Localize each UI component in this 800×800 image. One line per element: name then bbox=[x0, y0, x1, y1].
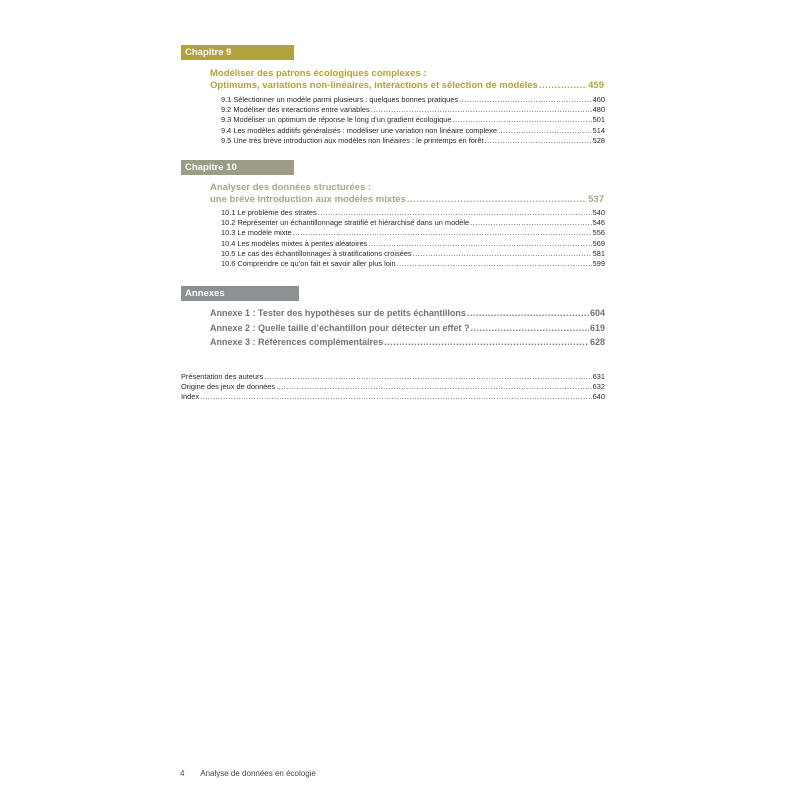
annex-entry-label: Annexe 1 : Tester des hypothèses sur de petits échantillons bbox=[210, 308, 466, 318]
leader-dots bbox=[264, 372, 591, 382]
footer-page-number: 4 bbox=[180, 769, 185, 778]
leader-dots bbox=[384, 335, 589, 350]
leader-dots bbox=[200, 392, 592, 402]
misc-entry-label: Index bbox=[181, 392, 200, 402]
toc-entry-page: 546 bbox=[592, 218, 605, 228]
chapter-9-header: Chapitre 9 bbox=[181, 45, 294, 60]
toc-entry[interactable] bbox=[221, 218, 605, 228]
leader-dots bbox=[485, 136, 592, 146]
misc-entry-page: 632 bbox=[592, 382, 605, 392]
chapter-9-sections bbox=[221, 95, 605, 146]
chapter-9-title[interactable] bbox=[210, 68, 604, 92]
chapter-9-title-line2 bbox=[210, 80, 604, 92]
leader-dots bbox=[471, 321, 589, 336]
toc-entry-page: 599 bbox=[592, 259, 605, 269]
toc-entry-page: 528 bbox=[592, 135, 605, 145]
footer-book-title: Analyse de données en écologie bbox=[200, 769, 316, 778]
toc-entry[interactable] bbox=[221, 115, 605, 125]
misc-entry-page: 640 bbox=[592, 392, 605, 402]
toc-entry-page: 501 bbox=[592, 115, 605, 125]
toc-entry-label: 10.1 Le problème des strates bbox=[221, 208, 317, 217]
toc-entry-label: 10.4 Les modèles mixtes à pentes aléatoires bbox=[221, 238, 368, 248]
toc-entry-label: 10.3 Le modèle mixte bbox=[221, 228, 292, 238]
toc-entry[interactable] bbox=[221, 249, 605, 259]
leader-dots bbox=[397, 259, 592, 269]
chapter-10-header: Chapitre 10 bbox=[181, 160, 294, 175]
toc-entry-label: 9.2 Modéliser des interactions entre variables bbox=[221, 105, 370, 115]
toc-entry-label: 10.2 Représenter un échantillonnage stratifié et hiérarchisé dans un modèle bbox=[221, 218, 470, 228]
toc-entry-page: 514 bbox=[592, 125, 605, 135]
misc-entry-page: 631 bbox=[592, 372, 605, 381]
toc-entry[interactable] bbox=[221, 95, 605, 105]
page-footer bbox=[180, 769, 316, 778]
toc-entry-label: 9.3 Modéliser un optimum de réponse le long d’un gradient écologique bbox=[221, 115, 452, 125]
toc-entry-label: 10.5 Le cas des échantillonnages à stratifications croisées bbox=[221, 248, 412, 258]
leader-dots bbox=[539, 80, 587, 92]
leader-dots bbox=[498, 126, 592, 136]
toc-entry-label: 10.6 Comprendre ce qu’on fait et savoir aller plus loin bbox=[221, 259, 396, 269]
annex-entry-page: 619 bbox=[589, 322, 605, 333]
chapter-10-title-line2 bbox=[210, 194, 604, 206]
misc-entry[interactable] bbox=[181, 372, 605, 382]
annex-entry-label: Annexe 3 : Références complémentaires bbox=[210, 337, 384, 347]
chapter-10-sections bbox=[221, 208, 605, 269]
toc-entry[interactable] bbox=[221, 126, 605, 136]
toc-entry-label: 9.5 Une très brève introduction aux modèles non linéaires : le printemps en forêt bbox=[221, 135, 484, 145]
leader-dots bbox=[467, 306, 589, 321]
leader-dots bbox=[276, 382, 592, 392]
toc-entry-label: 9.1 Sélectionner un modèle parmi plusieurs : quelques bonnes pratiques bbox=[221, 95, 459, 104]
misc-entries bbox=[181, 372, 605, 403]
toc-entry[interactable] bbox=[221, 259, 605, 269]
annex-entry[interactable] bbox=[210, 306, 605, 321]
annex-entry-page: 628 bbox=[589, 337, 605, 347]
toc-entry-label: 9.4 Les modèles additifs généralisés : modéliser une variation non linéaire complexe bbox=[221, 125, 498, 135]
annexes-list bbox=[210, 306, 605, 350]
leader-dots bbox=[293, 228, 592, 238]
misc-entry-label: Origine des jeux de données bbox=[181, 382, 276, 392]
annex-entry[interactable] bbox=[210, 335, 605, 350]
chapter-9-title-text: Optimums, variations non-linéaires, interactions et sélection de modèles bbox=[210, 80, 538, 91]
chapter-9-title-line1: Modéliser des patrons écologiques complexes : bbox=[210, 68, 427, 79]
toc-entry[interactable] bbox=[221, 105, 605, 115]
toc-entry-page: 581 bbox=[592, 248, 605, 258]
chapter-10-title-text: une brève introduction aux modèles mixtes bbox=[210, 194, 406, 205]
chapter-10-title[interactable] bbox=[210, 182, 604, 206]
leader-dots bbox=[470, 218, 592, 228]
leader-dots bbox=[459, 95, 592, 105]
toc-entry[interactable] bbox=[221, 136, 605, 146]
toc-entry-page: 556 bbox=[592, 228, 605, 238]
toc-entry-page: 460 bbox=[592, 95, 605, 104]
annexes-header: Annexes bbox=[181, 286, 299, 301]
leader-dots bbox=[413, 249, 592, 259]
leader-dots bbox=[368, 239, 591, 249]
leader-dots bbox=[453, 115, 592, 125]
misc-entry[interactable] bbox=[181, 382, 605, 392]
leader-dots bbox=[407, 194, 587, 206]
toc-entry[interactable] bbox=[221, 208, 605, 218]
leader-dots bbox=[371, 105, 592, 115]
chapter-10-title-line1: Analyser des données structurées : bbox=[210, 182, 372, 193]
annex-entry-page: 604 bbox=[589, 308, 605, 318]
annex-entry[interactable] bbox=[210, 321, 605, 336]
misc-entry[interactable] bbox=[181, 392, 605, 402]
toc-entry-page: 480 bbox=[592, 105, 605, 115]
chapter-9-page: 459 bbox=[588, 80, 604, 91]
toc-entry-page: 540 bbox=[592, 208, 605, 217]
leader-dots bbox=[318, 208, 592, 218]
toc-entry[interactable] bbox=[221, 239, 605, 249]
toc-entry[interactable] bbox=[221, 228, 605, 238]
annex-entry-label: Annexe 2 : Quelle taille d’échantillon pour détecter un effet ? bbox=[210, 322, 470, 333]
chapter-10-page: 537 bbox=[588, 194, 604, 205]
misc-entry-label: Présentation des auteurs bbox=[181, 372, 264, 381]
toc-entry-page: 569 bbox=[592, 238, 605, 248]
